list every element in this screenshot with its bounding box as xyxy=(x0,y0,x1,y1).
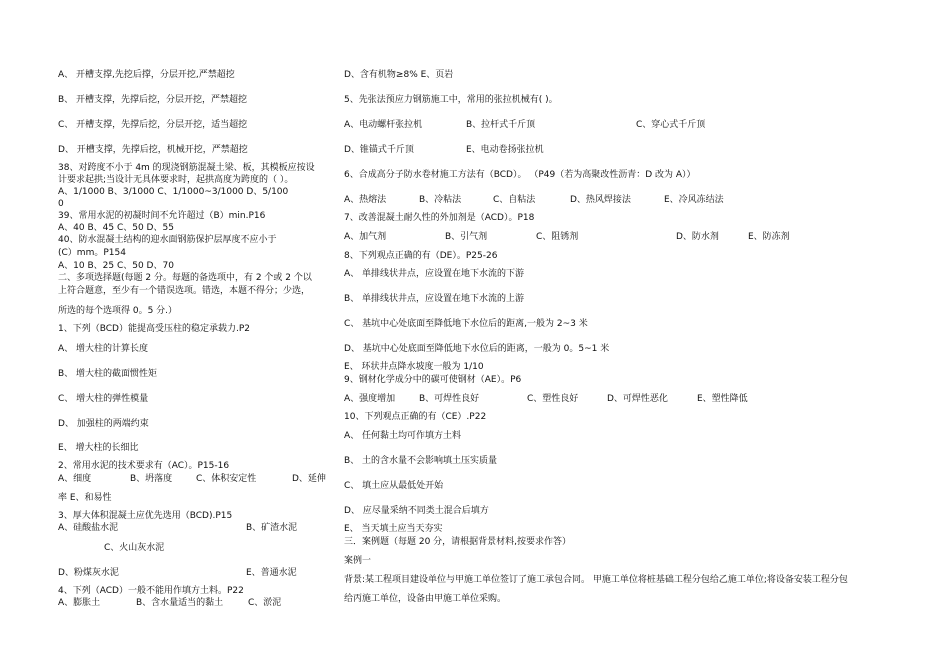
option-e: E、电动卷扬张拉机 xyxy=(466,145,544,155)
section-2-heading-cont: 上符合题意，至少有一个错误选项。错选，本题不得分；少选， xyxy=(58,286,311,296)
option-c: C、塑性良好 xyxy=(527,394,579,404)
option-c-line: C、 基坑中心处底面至降低地下水位后的距离,一般为 2~3 米 xyxy=(344,319,588,329)
option-b: B、矿渣水泥 xyxy=(246,523,298,533)
question-38-options-cont: 0 xyxy=(58,199,64,209)
multi-question-5: 5、先张法预应力钢筋施工中，常用的张拉机械有( )。 xyxy=(344,95,558,105)
multi-question-1: 1、下列（BCD）能提高受压柱的稳定承载力.P2 xyxy=(58,324,250,334)
option-d: D、粉煤灰水泥 xyxy=(58,568,119,578)
case-background: 背景:某工程项目建设单位与甲施工单位签订了施工承包合同。 甲施工单位将桩基础工程分包给乙施工单位;将设备安装工程分包 xyxy=(344,575,848,585)
option-d-line: D、 应尽量采纳不同类土混合后填方 xyxy=(344,506,489,516)
option-c: C、阻锈剂 xyxy=(536,232,579,242)
option-a: A、加气剂 xyxy=(344,232,387,242)
question-40-cont: (C）mm。P154 xyxy=(58,248,126,258)
option-b: B、引气剂 xyxy=(445,232,488,242)
option-a-line: A、 任何黏土均可作填方土料 xyxy=(344,431,462,441)
option-e: E、普通水泥 xyxy=(246,568,297,578)
multi-question-8: 8、下列观点正确的有（DE）。P25-26 xyxy=(344,251,498,261)
option-c: C、体积安定性 xyxy=(196,474,257,484)
option-c: C、自粘法 xyxy=(493,195,536,205)
option-d: D、防水剂 xyxy=(676,232,719,242)
question-38-cont: 计要求起拱;当设计无具体要求时，起拱高度为跨度的（ ）。 xyxy=(58,175,294,185)
option-b-line: B、 开槽支撑，先撑后挖，分层开挖，严禁超挖 xyxy=(58,95,248,105)
option-a: A、硅酸盐水泥 xyxy=(58,523,119,533)
question-38-options: A、1/1000 B、3/1000 C、1/1000~3/1000 D、5/100 xyxy=(58,187,289,197)
multi-question-3: 3、厚大体积混凝土应优先选用（BCD).P15 xyxy=(58,511,233,521)
option-d-line: D、 基坑中心处底面至降低地下水位后的距离，一般为 0。5~1 米 xyxy=(344,344,610,354)
question-38: 38、对跨度不小于 4m 的现浇钢筋混凝土梁、板，其模板应按设 xyxy=(58,163,315,173)
multi-question-6: 6、合成高分子防水卷材施工方法有（BCD）。 （P49（若为高聚改性沥青：D 改为 A）） xyxy=(344,170,696,180)
question-39-options: A、40 B、45 C、50 D、55 xyxy=(58,223,174,233)
option-a-line: A、 开槽支撑,先挖后撑，分层开挖,严禁超挖 xyxy=(58,70,235,80)
case-background-cont: 给丙施工单位，设备由甲施工单位采购。 xyxy=(344,594,507,604)
section-2-heading-cont2: 所选的每个选项得 0。5 分.） xyxy=(58,306,178,316)
section-3-heading: 三．案例题（每题 20 分，请根据背景材料,按要求作答） xyxy=(344,537,572,547)
option-d-line: D、 加强柱的两端约束 xyxy=(58,419,149,429)
multi-question-10: 10、下列观点正确的有（CE）.P22 xyxy=(344,412,487,422)
section-2-heading: 二、多项选择题(每题 2 分。每题的备选项中，有 2 个或 2 个以 xyxy=(58,273,312,283)
option-c-line: C、 填土应从最低处开始 xyxy=(344,481,444,491)
option-d: D、锥锚式千斤顶 xyxy=(344,145,414,155)
option-d: D、延伸 xyxy=(292,474,326,484)
option-b: B、可焊性良好 xyxy=(419,394,480,404)
option-d-cont: 率 E、和易性 xyxy=(58,493,112,503)
multi-question-4: 4、下列（ACD）一般不能用作填方土料。P22 xyxy=(58,586,244,596)
option-b: B、冷粘法 xyxy=(419,195,462,205)
option-c-line: C、 开槽支撑，先撑后挖，分层开挖，适当超挖 xyxy=(58,120,248,130)
option-b: B、拉杆式千斤顶 xyxy=(466,120,536,130)
option-e: E、塑性降低 xyxy=(697,394,748,404)
question-40-options: A、10 B、25 C、50 D、70 xyxy=(58,261,174,271)
multi-question-2: 2、常用水泥的技术要求有（AC）。P15-16 xyxy=(58,461,230,471)
option-c: C、火山灰水泥 xyxy=(104,543,165,553)
option-d-line: D、 开槽支撑，先撑后挖，机械开挖，严禁超挖 xyxy=(58,145,248,155)
option-e-line: E、 当天填土应当天夯实 xyxy=(344,524,443,534)
option-b: B、含水量适当的黏土 xyxy=(136,598,224,608)
option-d-e-line: D、含有机物≥8% E、页岩 xyxy=(344,70,454,80)
option-a: A、细度 xyxy=(58,474,92,484)
option-b-line: B、 增大柱的截面惯性矩 xyxy=(58,369,158,379)
option-d: D、热风焊接法 xyxy=(570,195,631,205)
option-a: A、热熔法 xyxy=(344,195,387,205)
option-e: E、防冻剂 xyxy=(748,232,790,242)
option-c: C、穿心式千斤顶 xyxy=(636,120,706,130)
option-b-line: B、 单排线状井点，应设置在地下水流的上游 xyxy=(344,294,525,304)
multi-question-7: 7、改善混凝土耐久性的外加剂是（ACD）。P18 xyxy=(344,213,535,223)
question-39: 39、常用水泥的初凝时间不允许超过（B）min.P16 xyxy=(58,211,266,221)
option-c: C、淤泥 xyxy=(248,598,282,608)
case-one-title: 案例一 xyxy=(344,556,372,566)
option-e: E、冷风冻结法 xyxy=(664,195,724,205)
option-c-line: C、 增大柱的弹性模量 xyxy=(58,394,149,404)
option-b: B、坍落度 xyxy=(130,474,173,484)
option-a-line: A、 增大柱的计算长度 xyxy=(58,344,149,354)
option-e-line: E、 增大柱的长细比 xyxy=(58,443,139,453)
option-a: A、电动螺杆张拉机 xyxy=(344,120,423,130)
option-a: A、强度增加 xyxy=(344,394,396,404)
multi-question-9: 9、钢材化学成分中的碳可使钢材（AE）。P6 xyxy=(344,375,522,385)
question-40: 40、防水混凝土结构的迎水面钢筋保护层厚度不应小于 xyxy=(58,235,277,245)
option-d: D、可焊性恶化 xyxy=(607,394,668,404)
option-a-line: A、 单排线状井点，应设置在地下水流的下游 xyxy=(344,269,525,279)
option-e-line: E、 环状井点降水坡度一般为 1/10 xyxy=(344,362,484,372)
option-b-line: B、 土的含水量不会影响填土压实质量 xyxy=(344,456,498,466)
option-a: A、膨胀土 xyxy=(58,598,101,608)
